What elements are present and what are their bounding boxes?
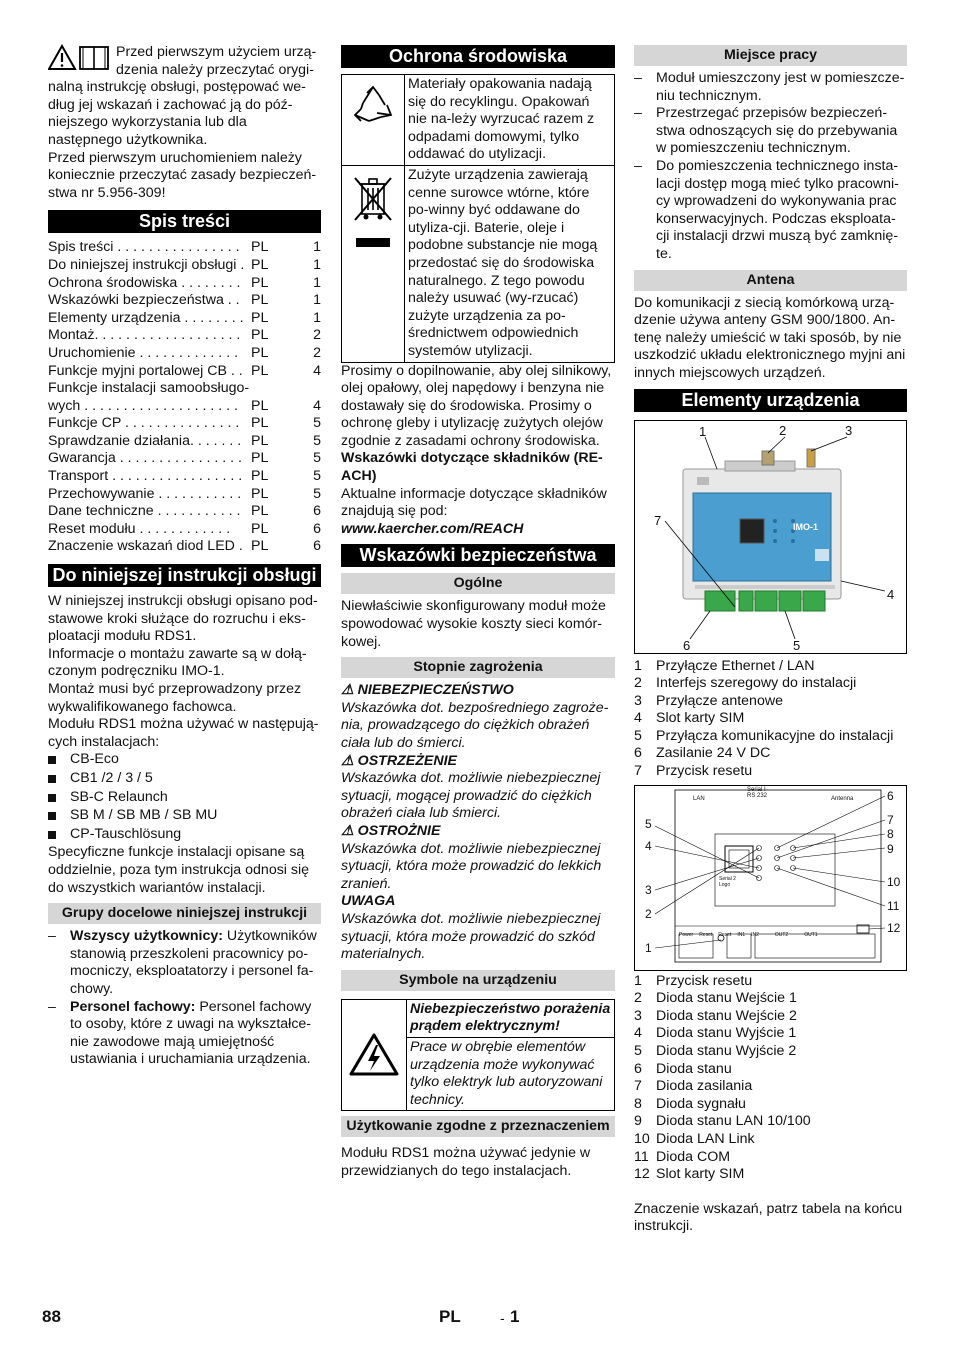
list-item: SB M / SB MB / SB MU	[48, 807, 321, 826]
list-item: – Do pomieszczenia technicznego insta-lacji dostęp mogą mieć tylko pracowni-cy wprowadzeni do wykonywania prac konserwacyjnych. Podczas eksploata-cji instalacji drzwi muszą być zamknię-te.	[634, 157, 899, 262]
toc-title: Do niniejszej instrukcji obsługi .	[48, 256, 245, 273]
callout-1: 1	[699, 423, 707, 439]
env-packaging-text: Materiały opakowania nadają się do recyklingu. Opakowań nie na-leży wyrzucać razem z odpadami domowymi, tylko oddawać do utylizacji.	[408, 76, 595, 163]
toc-row[interactable]	[48, 327, 321, 345]
toc-title: Montaż. . . . . . . . . . . . . . . . . . .	[48, 327, 241, 344]
lan-port-label: LAN	[693, 795, 705, 802]
toc-lang: PL	[251, 468, 269, 485]
list-item	[634, 1025, 907, 1043]
callout-3: 3	[645, 882, 652, 897]
list-item	[634, 1008, 907, 1026]
item-text: Dioda stanu LAN 10/100	[656, 1113, 811, 1130]
toc-lang: PL	[251, 274, 269, 291]
item-number: 12	[634, 1166, 650, 1183]
toc-lang: PL	[251, 344, 269, 361]
toc-title: Transport . . . . . . . . . . . . . . . . .	[48, 468, 243, 485]
toc-page: 2	[313, 327, 321, 344]
item-number: 11	[634, 1148, 649, 1165]
list-item: CP-Tauschlösung	[48, 826, 321, 845]
caution-text: Wskazówka dot. możliwie niebezpiecznej sytuacji, która może prowadzić do lekkich zranień.	[341, 840, 602, 892]
item-number: 3	[634, 1007, 642, 1024]
item-text: Interfejs szeregowy do instalacji	[656, 675, 857, 692]
warning-label: ⚠ OSTRZEŻENIE	[341, 752, 457, 769]
callout-5: 5	[645, 816, 652, 831]
toc-title: Ochrona środowiska . . . . . . . .	[48, 274, 241, 291]
toc-row[interactable]	[48, 486, 321, 504]
toc-page: 6	[313, 503, 321, 520]
toc-page: 5	[313, 450, 321, 467]
warning-triangle-icon: ⚠	[341, 822, 358, 839]
item-text: Zasilanie 24 V DC	[656, 745, 771, 762]
intro-block	[48, 44, 321, 202]
env-heading: Ochrona środowiska	[341, 45, 615, 68]
list-item	[634, 990, 907, 1008]
toc-page: 1	[313, 239, 321, 256]
item-number: 1	[634, 972, 642, 989]
danger-label: ⚠ NIEBEZPIECZEŃSTWO	[341, 682, 514, 699]
terminal-labels: Power Reset Reset IN1 IN2 OUT2 OUT1	[679, 931, 818, 938]
language-code: PL	[439, 1307, 461, 1326]
toc-title: Sprawdzanie działania. . . . . . .	[48, 432, 242, 449]
toc-lang: PL	[251, 520, 269, 537]
item-number: 7	[634, 1078, 642, 1095]
crossed-bin-icon	[342, 166, 405, 362]
toc-title: Wskazówki bezpieczeństwa . .	[48, 292, 240, 309]
column-left	[48, 44, 321, 1069]
callout-4: 4	[887, 586, 895, 602]
list-item	[634, 1131, 907, 1149]
recycle-icon	[342, 75, 405, 165]
antenna-heading: Antena	[634, 270, 907, 291]
list-item	[634, 1096, 907, 1114]
antenna-text: Do komunikacji z siecią komórkową urzą-dzenie używa anteny GSM 900/1800. An-tenę należy umieścić w taki sposób, by nie uszkodzić układu elektronicznego myjni ani innych miejscowych urządzeń.	[634, 294, 906, 381]
toc-lang: PL	[251, 432, 269, 449]
list-item	[634, 973, 907, 991]
item-text: Przycisk resetu	[656, 972, 753, 989]
toc-row[interactable]	[48, 292, 321, 310]
item-number: 10	[634, 1131, 650, 1147]
use-text: Modułu RDS1 można używać jedynie w przewidzianych do tego instalacjach.	[341, 1145, 591, 1179]
toc-page: 5	[313, 415, 321, 432]
warning-text: Wskazówka dot. możliwie niebezpiecznej sytuacji, mogącej prowadzić do ciężkich obrażeń ciała lub śmierci.	[341, 770, 601, 822]
section-page-number: 1	[510, 1307, 520, 1326]
toc-heading: Spis treści	[48, 210, 321, 233]
item-text: Dioda COM	[656, 1148, 731, 1165]
toc-page: 6	[313, 520, 321, 537]
list-item: SB-C Relaunch	[48, 789, 321, 808]
list-item	[634, 745, 907, 763]
env-oil-text: Prosimy o dopilnowanie, aby olej silnikowy, olej opałowy, olej napędowy i benzyna nie dostawały się do środowiska. Prosimy o ochronę gleby i utylizację zużytych olejów zgodnie z zasadami ochrony środowiska.	[341, 362, 612, 449]
item-text: Dioda stanu Wyjście 1	[656, 1025, 797, 1042]
item-number: 1	[634, 657, 642, 674]
toc-lang: PL	[251, 362, 269, 379]
toc-title: Funkcje CP . . . . . . . . . . . . . . .	[48, 415, 240, 432]
about-p2: Informacje o montażu zawarte są w dołą-czonym podręczniku IMO-1.	[48, 645, 307, 680]
device-photo	[634, 420, 907, 654]
use-heading: Użytkowanie zgodne z przeznaczeniem	[341, 1116, 615, 1137]
symbol-title: Niebezpieczeństwo porażenia prądem elektrycznym!	[407, 1000, 614, 1038]
item-text: Dioda stanu Wejście 1	[656, 990, 797, 1007]
callout-6: 6	[683, 637, 691, 653]
toc-row[interactable]	[48, 345, 321, 363]
list-item	[634, 693, 907, 711]
callout-10: 10	[887, 874, 901, 889]
env-device-text: Zużyte urządzenia zawierają cenne surowce wtórne, które po-winny być oddawane do utyliza-cji. Baterie, oleje i podobne substancje nie mogą przedostać się do środowiska naturalnego. Z tego powodu należy usuwać (wy-rzucać) zużyte urządzenia za po-średnictwem odpowiednich systemów utylizacji.	[408, 166, 598, 359]
item-text: Przyłącze Ethernet / LAN	[656, 657, 815, 674]
toc-row[interactable]	[48, 468, 321, 486]
toc-lang: PL	[251, 538, 269, 555]
list-item: – Wszyscy użytkownicy: Użytkowników stanowią przeszkoleni pracownicy po-mocniczy, eksploatatorzy i personel fa-chowy.	[48, 928, 317, 997]
callout-11: 11	[887, 898, 900, 913]
toc-row-line1: Funkcje instalacji samoobsługo-	[48, 380, 250, 397]
toc-row[interactable]	[48, 398, 321, 416]
danger-text: Wskazówka dot. bezpośredniego zagroże-nia, prowadzącego do ciężkich obrażeń ciała lub do śmierci.	[341, 699, 609, 751]
warning-triangle-icon: ⚠	[341, 752, 358, 769]
item-number: 5	[634, 727, 642, 744]
toc-row[interactable]	[48, 257, 321, 275]
general-heading: Ogólne	[341, 573, 615, 594]
item-number: 2	[634, 990, 642, 1007]
toc-lang: PL	[251, 327, 269, 344]
item-number: 5	[634, 1043, 642, 1060]
item-text: Przycisk resetu	[656, 763, 753, 780]
toc-row[interactable]	[48, 521, 321, 539]
list-item	[634, 1149, 907, 1167]
callout-6: 6	[887, 788, 894, 803]
footer-separator: -	[500, 1310, 505, 1326]
toc-row[interactable]	[48, 275, 321, 293]
about-p4: Modułu RDS1 można używać w następują-cych instalacjach:	[48, 716, 319, 750]
item-number: 9	[634, 1113, 642, 1130]
item-text: Przyłącze antenowe	[656, 692, 783, 709]
intro-line-1: Przed pierwszym użyciem urzą-	[116, 44, 317, 60]
about-p3: Montaż musi być przeprowadzony przez wykwalifikowanego fachowca.	[48, 681, 302, 715]
toc-title: wych . . . . . . . . . . . . . . . . . . . .	[48, 397, 238, 414]
item-text: Dioda stanu Wyjście 2	[656, 1043, 797, 1060]
list-item	[634, 1043, 907, 1061]
toc-row[interactable]	[48, 538, 321, 556]
about-heading: Do niniejszej instrukcji obsługi	[48, 564, 321, 587]
toc-title: Dane techniczne . . . . . . . . . . .	[48, 503, 241, 520]
reach-url[interactable]: www.kaercher.com/REACH	[341, 520, 524, 537]
item-text: Dioda LAN Link	[656, 1131, 755, 1147]
item-number: 4	[634, 1025, 642, 1042]
item-number: 7	[634, 763, 642, 780]
toc	[48, 239, 321, 556]
toc-page: 1	[313, 274, 321, 291]
list-item: – Moduł umieszczony jest w pomieszcze-niu technicznym.	[634, 70, 905, 104]
electric-shock-icon	[342, 1000, 407, 1111]
toc-row[interactable]	[48, 433, 321, 451]
about-p1: W niniejszej instrukcji obsługi opisano pod-stawowe kroki służące do rozruchu i eks-ploatacji modułu RDS1.	[48, 593, 318, 645]
general-text: Niewłaściwie skonfigurowany moduł może spowodować wysokie koszty sieci komór-kowej.	[341, 598, 606, 650]
item-number: 2	[634, 675, 642, 692]
panel-drawing	[634, 785, 907, 971]
antenna-port-label: Antenna	[831, 795, 854, 802]
item-number: 3	[634, 692, 642, 709]
toc-lang: PL	[251, 450, 269, 467]
item-text: Dioda stanu	[656, 1060, 732, 1077]
toc-row[interactable]	[48, 450, 321, 468]
toc-lang: PL	[251, 415, 269, 432]
toc-page: 1	[313, 309, 321, 326]
list-item	[634, 710, 907, 728]
item-number: 6	[634, 1060, 642, 1077]
toc-title: Reset modułu . . . . . . . . . . . .	[48, 520, 231, 537]
toc-page: 5	[313, 485, 321, 502]
callout-3: 3	[845, 422, 853, 438]
notice-text: Wskazówka dot. możliwie niebezpiecznej sytuacji, która może prowadzić do szkód materialnych.	[341, 910, 601, 963]
item-text: Slot karty SIM	[656, 710, 745, 727]
toc-row[interactable]	[48, 503, 321, 521]
item-text: Slot karty SIM	[656, 1166, 745, 1183]
toc-lang: PL	[251, 309, 269, 326]
warning-book-icon	[48, 44, 116, 74]
levels-heading: Stopnie zagrożenia	[341, 657, 615, 678]
elements-heading: Elementy urządzenia	[634, 389, 907, 412]
list-item	[634, 675, 907, 693]
toc-lang: PL	[251, 256, 269, 273]
list-item: – Personel fachowy: Personel fachowy to osoby, które z uwagi na wykształce-nie zawodowe mają umiejętność ustawiania i uruchamiania urządzenia.	[48, 998, 312, 1068]
toc-title: Gwarancja . . . . . . . . . . . . . . . .	[48, 450, 242, 467]
toc-page: 5	[313, 468, 321, 485]
callout-2: 2	[645, 906, 652, 921]
toc-lang: PL	[251, 239, 269, 256]
callout-4: 4	[645, 838, 652, 853]
callout-1: 1	[645, 940, 652, 955]
toc-title: Znaczenie wskazań diod LED .	[48, 538, 243, 555]
intro-text-1: nalną instrukcję obsługi, postępować we-dług jej wskazań i zachować ją do póź-niejszego wykorzystania lub dla następnego użytkownika.	[48, 79, 306, 148]
item-number: 8	[634, 1095, 642, 1112]
toc-lang: PL	[251, 397, 269, 414]
toc-title: Uruchomienie . . . . . . . . . . . . .	[48, 344, 239, 361]
toc-page: 4	[313, 397, 321, 414]
elements-list-2	[634, 973, 907, 1184]
toc-row[interactable]	[48, 363, 321, 381]
reach-text: Aktualne informacje dotyczące składników znajdują się pod:	[341, 485, 607, 520]
toc-page: 2	[313, 344, 321, 361]
list-item: – Przestrzegać przepisów bezpieczeń-stwa odnoszących się do przebywania w pomieszczeniu technicznym.	[634, 105, 898, 157]
item-text: Dioda zasilania	[656, 1078, 753, 1095]
list-item	[634, 728, 907, 746]
serial2-label: Serial 2 Logo	[719, 875, 736, 888]
intro-line-2: dzenia należy przeczytać orygi-	[116, 61, 314, 78]
item-number: 4	[634, 710, 642, 727]
device-model-label: IMO-1	[793, 521, 819, 532]
list-item: CB1 /2 / 3 / 5	[48, 770, 321, 789]
column-middle	[341, 44, 615, 1180]
toc-lang: PL	[251, 485, 269, 502]
symbol-table	[341, 999, 615, 1112]
callout-5: 5	[793, 637, 801, 653]
item-number: 6	[634, 745, 642, 762]
safety-heading: Wskazówki bezpieczeństwa	[341, 544, 615, 567]
toc-page: 1	[313, 256, 321, 273]
callout-8: 8	[887, 826, 894, 841]
list-item	[634, 1078, 907, 1096]
list-item	[634, 1061, 907, 1079]
toc-page: 4	[313, 362, 321, 379]
toc-page: 1	[313, 292, 321, 309]
toc-title: Elementy urządzenia . . . . . . . .	[48, 309, 244, 326]
installations-list	[48, 751, 321, 844]
toc-row[interactable]	[48, 239, 321, 257]
elements-list-1	[634, 658, 907, 781]
toc-lang: PL	[251, 292, 269, 309]
about-p5: Specyficzne funkcje instalacji opisane są oddzielnie, poza tym instrukcja odnosi się do wszystkich wariantów instalacji.	[48, 844, 310, 896]
env-table	[341, 74, 615, 363]
serial-port-label: Serial I RS 232	[747, 786, 768, 799]
elements-note: Znaczenie wskazań, patrz tabela na końcu instrukcji.	[634, 1200, 903, 1235]
callout-7: 7	[654, 512, 662, 528]
intro-text-2: Przed pierwszym uruchomieniem należy koniecznie przeczytać zasady bezpieczeń-stwa nr 5.956-309!	[48, 149, 317, 201]
toc-row[interactable]	[48, 310, 321, 328]
toc-lang: PL	[251, 503, 269, 520]
list-item	[634, 1113, 907, 1131]
symbol-text: Prace w obrębie elementów urządzenia może wykonywać tylko elektryk lub autoryzowani technicy.	[410, 1038, 603, 1108]
list-item	[634, 763, 907, 781]
list-item: CB-Eco	[48, 751, 321, 770]
callout-7: 7	[887, 812, 894, 827]
item-text: Dioda sygnału	[656, 1095, 746, 1112]
toc-page: 5	[313, 432, 321, 449]
toc-row[interactable]	[48, 415, 321, 433]
groups-heading: Grupy docelowe niniejszej instrukcji	[48, 903, 321, 924]
callout-12: 12	[887, 920, 901, 935]
toc-title: Przechowywanie . . . . . . . . . . .	[48, 485, 242, 502]
column-right	[634, 44, 907, 1236]
list-item	[634, 1166, 907, 1184]
list-item	[634, 658, 907, 676]
notice-label: UWAGA	[341, 893, 396, 910]
caution-label: ⚠ OSTROŻNIE	[341, 822, 441, 839]
item-text: Przyłącza komunikacyjne do instalacji	[656, 727, 894, 744]
symbols-heading: Symbole na urządzeniu	[341, 970, 615, 991]
callout-2: 2	[779, 422, 787, 438]
toc-title: Funkcje myjni portalowej CB . .	[48, 362, 243, 379]
workplace-heading: Miejsce pracy	[634, 45, 907, 66]
callout-9: 9	[887, 841, 894, 856]
toc-page: 6	[313, 538, 321, 555]
item-text: Dioda stanu Wejście 2	[656, 1007, 797, 1024]
warning-triangle-icon: ⚠	[341, 682, 358, 699]
page-number: 88	[42, 1307, 61, 1326]
toc-title: Spis treści . . . . . . . . . . . . . . . .	[48, 239, 240, 256]
reach-heading: Wskazówki dotyczące składników (RE-ACH)	[341, 450, 603, 485]
